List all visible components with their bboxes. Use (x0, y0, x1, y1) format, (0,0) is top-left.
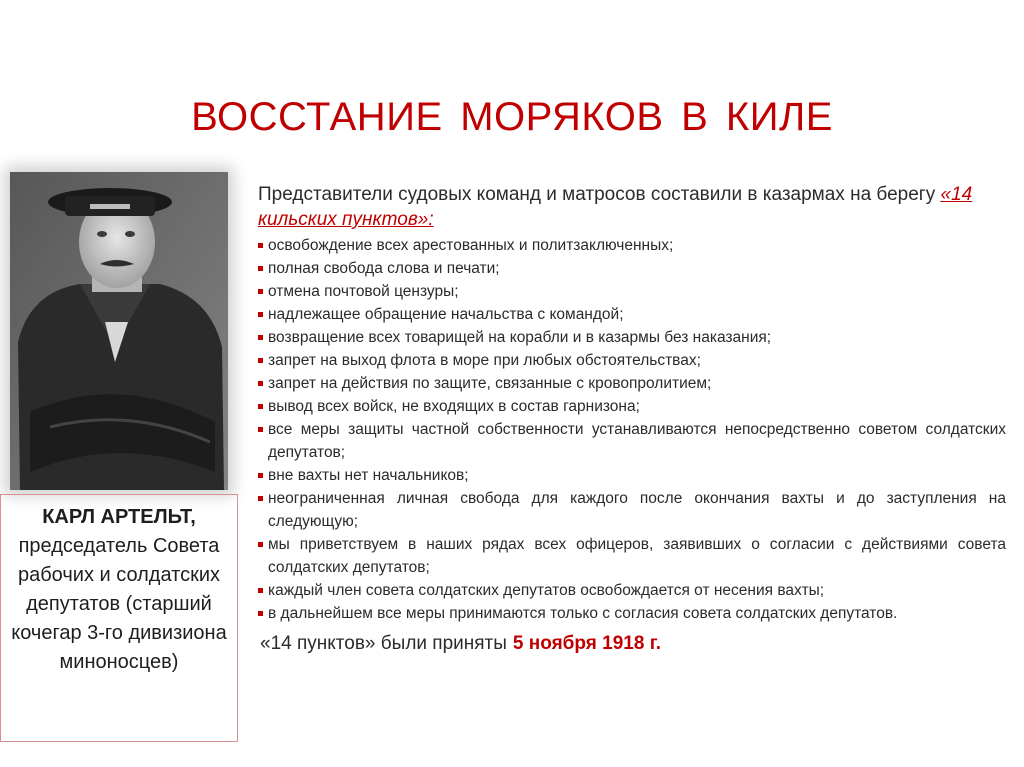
sailor-portrait-icon (10, 172, 228, 490)
bullet-icon (258, 496, 263, 501)
list-item: надлежащее обращение начальства с командой; (258, 303, 1006, 326)
intro-paragraph (258, 182, 1006, 232)
list-item: вне вахты нет начальников; (258, 464, 1006, 487)
list-item: возвращение всех товарищей на корабли и в казармы без наказания; (258, 326, 1006, 349)
adoption-date: 5 ноября 1918 г. (512, 633, 661, 654)
slide-title: ВОССТАНИЕ МОРЯКОВ В КИЛЕ (191, 94, 833, 139)
person-name: КАРЛ АРТЕЛЬТ, (42, 506, 196, 528)
list-item: неограниченная личная свобода для каждого после окончания вахты и до заступления на следующую; (258, 487, 1006, 533)
intro-text: Представители судовых команд и матросов составили в казармах на берегу (258, 184, 941, 205)
list-item: в дальнейшем все меры принимаются только с согласия совета солдатских депутатов. (258, 602, 1006, 625)
bullet-icon (258, 289, 263, 294)
main-content (258, 182, 1006, 657)
bullet-icon (258, 266, 263, 271)
adoption-text: «14 пунктов» были приняты (260, 633, 507, 654)
bullet-icon (258, 335, 263, 340)
list-item: все меры защиты частной собственности устанавливаются непосредственно советом солдатских депутатов; (258, 418, 1006, 464)
bullet-icon (258, 542, 263, 547)
bullet-icon (258, 312, 263, 317)
bullet-icon (258, 588, 263, 593)
portrait-caption (0, 494, 238, 742)
list-item: мы приветствуем в наших рядах всех офицеров, заявивших о согласии с действиями совета солдатских депутатов; (258, 533, 1006, 579)
bullet-icon (258, 611, 263, 616)
list-item: запрет на выход флота в море при любых обстоятельствах; (258, 349, 1006, 372)
bullet-icon (258, 381, 263, 386)
demands-list (258, 234, 1006, 625)
list-item: освобождение всех арестованных и политзаключенных; (258, 234, 1006, 257)
bullet-icon (258, 358, 263, 363)
bullet-icon (258, 427, 263, 432)
list-item: каждый член совета солдатских депутатов освобождается от несения вахты; (258, 579, 1006, 602)
adoption-note (258, 631, 1006, 657)
list-item: отмена почтовой цензуры; (258, 280, 1006, 303)
list-item: полная свобода слова и печати; (258, 257, 1006, 280)
points-title: «14 кильских пунктов»: (258, 184, 973, 230)
list-item: вывод всех войск, не входящих в состав гарнизона; (258, 395, 1006, 418)
bullet-icon (258, 243, 263, 248)
bullet-icon (258, 404, 263, 409)
portrait-photo (10, 172, 228, 490)
bullet-icon (258, 473, 263, 478)
list-item: запрет на действия по защите, связанные с кровопролитием; (258, 372, 1006, 395)
person-role: председатель Совета рабочих и солдатских депутатов (старший кочегар 3-го дивизиона миноносцев) (11, 535, 227, 673)
